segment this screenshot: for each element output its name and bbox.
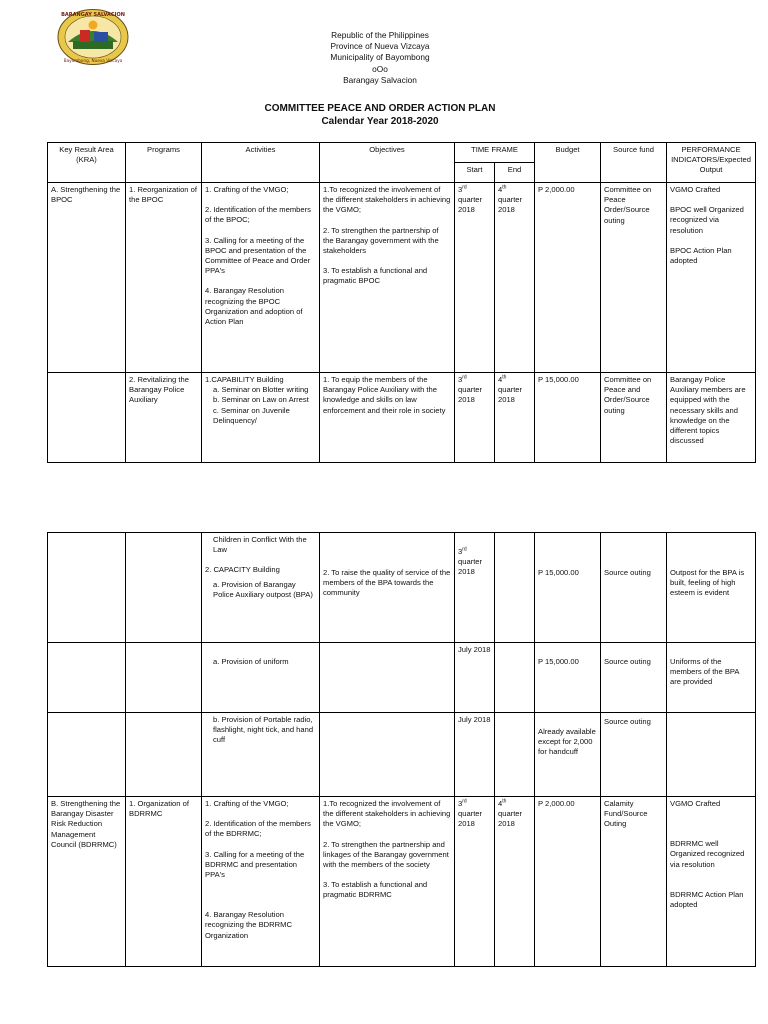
table-row <box>48 713 756 797</box>
activities-cell: a. Provision of uniform <box>202 643 320 713</box>
performance-item: VGMO Crafted <box>670 185 721 194</box>
table-row <box>48 797 756 967</box>
end-cell: 4th quarter 2018 <box>495 373 535 463</box>
activity-item: a. Provision of Barangay Police Auxiliary outpost (BPA) <box>213 579 313 599</box>
col-start: Start <box>455 163 495 183</box>
performance-item: BDRRMC well Organized recognized via resolution <box>670 839 745 869</box>
objectives-cell <box>320 713 455 797</box>
source-cell: Committee on Peace Order/Source outing <box>601 183 667 373</box>
source-cell: Calamity Fund/Source Outing <box>601 797 667 967</box>
document-title-block <box>180 103 580 128</box>
objectives-cell: 1. To equip the members of the Barangay Police Auxiliary with the knowledge and skills on law enforcement and their role in society <box>320 373 455 463</box>
activity-item: 1. Crafting of the VMGO; <box>205 185 289 194</box>
budget-cell: P 15,000.00 <box>535 533 601 643</box>
document-title: COMMITTEE PEACE AND ORDER ACTION PLAN <box>264 103 496 114</box>
document-subtitle: Calendar Year 2018-2020 <box>321 115 439 127</box>
col-programs: Programs <box>126 143 202 183</box>
col-timeframe: TIME FRAME <box>455 143 535 163</box>
objectives-cell <box>320 183 455 373</box>
activities-cell <box>202 373 320 463</box>
col-performance: PERFORMANCE INDICATORS/Expected Output <box>667 143 756 183</box>
budget-cell: P 15,000.00 <box>535 373 601 463</box>
header-line: Republic of the Philippines <box>331 30 429 40</box>
objective-item: 2. To strengthen the partnership of the Barangay government with the stakeholders <box>323 225 439 256</box>
activity-item: b. Seminar on Law on Arrest <box>213 395 309 405</box>
activity-item: 3. Calling for a meeting of the BDRRMC and presentation PPA's <box>205 849 305 880</box>
kra-cell <box>48 643 126 713</box>
program-cell <box>126 643 202 713</box>
source-cell: Committee on Peace and Order/Source outing <box>601 373 667 463</box>
col-objectives: Objectives <box>320 143 455 183</box>
source-cell: Source outing <box>601 533 667 643</box>
performance-item: BPOC Action Plan adopted <box>670 245 732 266</box>
objective-item: 1.To recognized the involvement of the different stakeholders in achieving the VGMO; <box>323 185 451 215</box>
activities-cell <box>202 797 320 967</box>
objective-item: 3. To establish a functional and pragmatic BDRRMC <box>323 880 428 900</box>
source-cell: Source outing <box>601 643 667 713</box>
start-cell: July 2018 <box>455 713 495 797</box>
start-cell: 3rd quarter 2018 <box>455 373 495 463</box>
col-kra: Key Result Area (KRA) <box>48 143 126 183</box>
program-cell: 1. Reorganization of the BPOC <box>126 183 202 373</box>
performance-cell <box>667 183 756 373</box>
program-cell: 2. Revitalizing the Barangay Police Auxiliary <box>126 373 202 463</box>
performance-cell: Outpost for the BPA is built, feeling of high esteem is evident <box>667 533 756 643</box>
seal-top-text: BARANGAY SALVACION <box>61 12 125 18</box>
start-cell: July 2018 <box>455 643 495 713</box>
activity-item: 4. Barangay Resolution recognizing the BDRRMC Organization <box>205 910 292 940</box>
table-row <box>48 533 756 643</box>
objectives-cell <box>320 797 455 967</box>
performance-item: VGMO Crafted <box>670 799 721 808</box>
action-plan-table-continued <box>47 532 756 967</box>
performance-cell: Uniforms of the members of the BPA are provided <box>667 643 756 713</box>
budget-cell: P 2,000.00 <box>535 797 601 967</box>
performance-item: BDRRMC Action Plan adopted <box>670 889 744 910</box>
start-cell: 3rd quarter 2018 <box>455 183 495 373</box>
header-line: oOo <box>372 63 388 74</box>
header-line: Municipality of Bayombong <box>330 52 430 63</box>
activity-item: 2. Identification of the members of the BPOC; <box>205 205 311 225</box>
header-line: Barangay Salvacion <box>343 74 417 85</box>
start-cell: 3rd quarter 2018 <box>455 797 495 967</box>
activity-title: 1.CAPABILITY Building <box>205 375 284 384</box>
performance-cell <box>667 797 756 967</box>
activity-item: Children in Conflict With the Law <box>213 535 307 555</box>
kra-cell <box>48 713 126 797</box>
activity-item: 1. Crafting of the VMGO; <box>205 799 289 808</box>
col-activities: Activities <box>202 143 320 183</box>
objective-item: 3. To establish a functional and pragmatic BPOC <box>323 266 428 286</box>
activities-cell <box>202 533 320 643</box>
action-plan-table <box>47 142 756 463</box>
activity-item: 3. Calling for a meeting of the BPOC and presentation of the Committee of Peace and Order PPA's <box>205 235 311 276</box>
objectives-cell: 2. To raise the quality of service of the members of the BPA towards the community <box>320 533 455 643</box>
objective-item: 2. To strengthen the partnership and linkages of the Barangay government with the members of the society <box>323 839 449 870</box>
objective-item: 1.To recognized the involvement of the different stakeholders in achieving the VGMO; <box>323 799 451 829</box>
kra-cell <box>48 373 126 463</box>
kra-cell: B. Strengthening the Barangay Disaster Risk Reduction Management Council (BDRRMC) <box>48 797 126 967</box>
col-end: End <box>495 163 535 183</box>
table-row <box>48 183 756 373</box>
activity-item: a. Seminar on Blotter writing <box>213 385 309 395</box>
budget-cell: Already available except for 2,000 for handcuff <box>535 713 601 797</box>
program-cell: 1. Organization of BDRRMC <box>126 797 202 967</box>
end-cell: 4th quarter 2018 <box>495 797 535 967</box>
activity-item: c. Seminar on Juvenile Delinquency/ <box>213 405 290 425</box>
table-header-row <box>48 143 756 163</box>
activities-cell: b. Provision of Portable radio, flashlight, night tick, and hand cuff <box>202 713 320 797</box>
activity-title: 2. CAPACITY Building <box>205 565 280 575</box>
end-cell <box>495 713 535 797</box>
header-line: Province of Nueva Vizcaya <box>330 41 430 52</box>
document-header <box>230 30 530 86</box>
program-cell <box>126 713 202 797</box>
performance-item: BPOC well Organized recognized via resolution <box>670 205 744 235</box>
barangay-seal <box>56 8 130 66</box>
col-budget: Budget <box>535 143 601 183</box>
end-cell: 4th quarter 2018 <box>495 183 535 373</box>
kra-cell: A. Strengthening the BPOC <box>48 183 126 373</box>
budget-cell: P 2,000.00 <box>535 183 601 373</box>
table-row <box>48 373 756 463</box>
objectives-cell <box>320 643 455 713</box>
budget-cell: P 15,000.00 <box>535 643 601 713</box>
seal-bottom-text: Bayombong, Nueva Vizcaya <box>63 58 123 63</box>
table-row <box>48 643 756 713</box>
program-cell <box>126 533 202 643</box>
col-source: Source fund <box>601 143 667 183</box>
activity-item: 2. Identification of the members of the BDRRMC; <box>205 819 311 839</box>
end-cell <box>495 643 535 713</box>
performance-cell: Barangay Police Auxiliary members are equipped with the necessary skills and knowledge on the different topics discussed <box>667 373 756 463</box>
end-cell <box>495 533 535 643</box>
activities-cell <box>202 183 320 373</box>
start-cell: 3rd quarter 2018 <box>455 533 495 643</box>
kra-cell <box>48 533 126 643</box>
activity-item: 4. Barangay Resolution recognizing the BPOC Organization and adoption of Action Plan <box>205 286 303 327</box>
source-cell: Source outing <box>601 713 667 797</box>
performance-cell <box>667 713 756 797</box>
